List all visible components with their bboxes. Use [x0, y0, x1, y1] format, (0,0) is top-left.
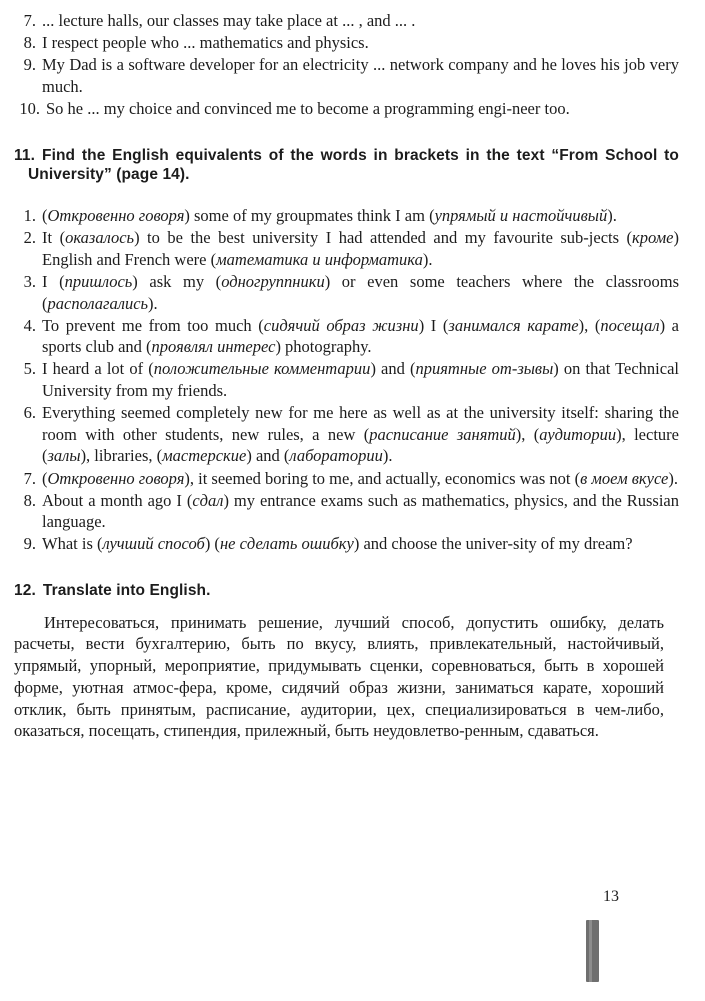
list-item-number: 8. — [23, 33, 36, 53]
list-item-text: (Откровенно говоря) some of my groupmates think I am (упрямый и настойчивый). — [42, 206, 617, 226]
list-item-text: What is (лучший способ) (не сделать ошибку) and choose the univer-sity of my dream? — [42, 534, 633, 554]
list-item-text: So he ... my choice and convinced me to become a programming engi-neer too. — [46, 98, 570, 118]
page-number: 13 — [603, 888, 619, 905]
list-item-text: About a month ago I (сдал) my entrance exams such as mathematics, physics, and the Russian language. — [42, 490, 679, 532]
exercise-12-number: 12. — [14, 581, 36, 599]
list-item — [14, 98, 679, 120]
list-item-number: 1. — [23, 206, 36, 226]
list-item — [14, 54, 679, 97]
list-item-number: 10. — [19, 98, 40, 118]
exercise-10-list — [14, 10, 679, 120]
list-item-number: 8. — [23, 490, 36, 510]
list-item-text: My Dad is a software developer for an electricity ... network company and he loves his job very much. — [42, 55, 679, 96]
list-item — [14, 315, 679, 358]
list-item-text: I heard a lot of (положительные комментарии) and (приятные от-зывы) on that Technical University from my friends. — [42, 359, 679, 401]
list-item-number: 5. — [23, 359, 36, 379]
list-item-number: 7. — [23, 11, 36, 30]
page-content — [14, 10, 679, 742]
list-item — [14, 490, 679, 533]
exercise-12-heading — [14, 581, 679, 601]
exercise-11-list — [14, 205, 679, 555]
list-item-number: 3. — [23, 272, 36, 292]
list-item-text: I (пришлось) ask my (одногруппники) or even some teachers where the classrooms (располагались). — [42, 272, 679, 313]
list-item-text: To prevent me from too much (сидячий образ жизни) I (занимался карате), (посещал) a sports club and (проявлял интерес) photography. — [42, 315, 680, 357]
list-item-text: I respect people who ... mathematics and physics. — [42, 33, 369, 53]
exercise-12-paragraph: Интересоваться, принимать решение, лучший способ, допустить ошибку, делать расчеты, вести бухгалтерию, быть по вкусу, влиять, привлекательный, настойчивый, упрямый, упорный, мероприятие, придумывать сценки, соревноваться, быть в хорошей форме, уютная атмос-фера, кроме, сидячий образ жизни, заниматься карате, хороший отклик, быть принятым, расписание, аудитории, цех, специализироваться в чем-либо, оказаться, посещать, стипендия, прилежный, быть неудовлетво-ренным, сдаваться. — [14, 612, 664, 741]
list-item — [14, 32, 679, 54]
list-item — [14, 358, 679, 401]
list-item-number: 6. — [23, 403, 36, 423]
list-item-text: Everything seemed completely new for me here as well as at the university itself: sharing the room with other students, new rules, a new (расписание занятий), (аудитории), lecture (залы), libraries, (мастерские) and (лаборатории). — [42, 403, 679, 466]
list-item-number: 2. — [23, 228, 36, 248]
book-spine-graphic — [586, 920, 599, 982]
list-item — [14, 10, 679, 32]
list-item — [14, 271, 679, 314]
exercise-12-title: Translate into English. — [42, 581, 211, 599]
list-item — [14, 533, 679, 555]
list-item — [14, 402, 679, 467]
list-item-text: ... lecture halls, our classes may take place at ... , and ... . — [42, 11, 416, 30]
list-item-number: 9. — [23, 55, 36, 75]
list-item — [14, 205, 679, 227]
exercise-11-title: Find the English equivalents of the words in brackets in the text “From School to University” (page 14). — [28, 146, 679, 184]
list-item-number: 9. — [23, 534, 36, 554]
list-item-text: (Откровенно говоря), it seemed boring to me, and actually, economics was not (в моем вкусе). — [42, 468, 679, 488]
list-item-number: 7. — [23, 468, 36, 488]
exercise-11-heading — [14, 146, 679, 186]
exercise-11-number: 11. — [14, 146, 35, 164]
list-item — [14, 227, 679, 270]
list-item-text: It (оказалось) to be the best university I had attended and my favourite sub-jects (кроме) English and French were (математика и информатика). — [42, 228, 679, 269]
list-item — [14, 468, 679, 490]
list-item-number: 4. — [23, 315, 36, 335]
